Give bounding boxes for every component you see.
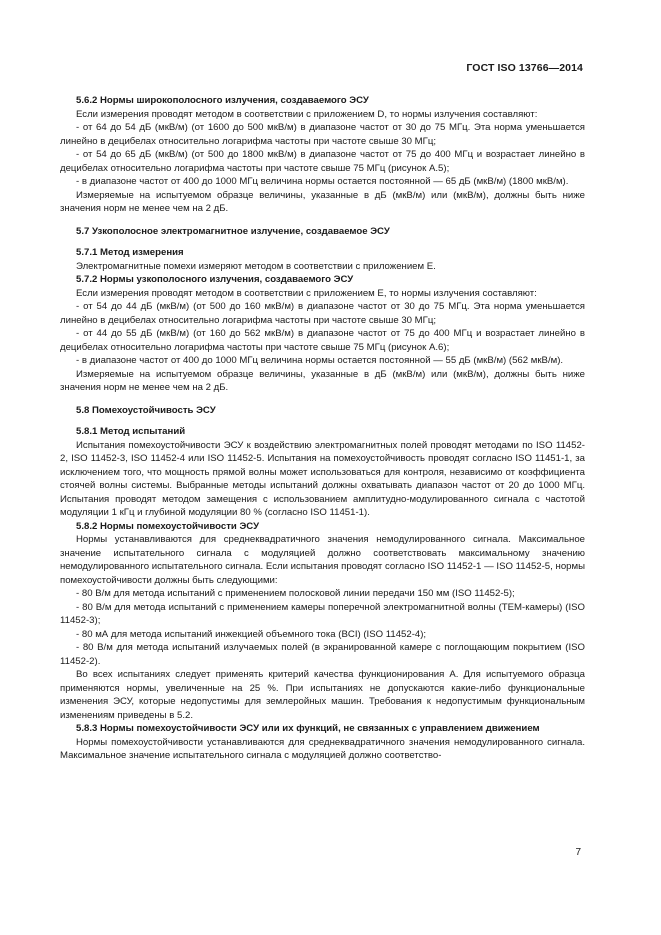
list-item: - от 54 до 65 дБ (мкВ/м) (от 500 до 1800 мкВ/м) в диапазоне частот от 75 до 400 МГц и возрастает линейно в децибелах относительно логарифма частоты при частоте свыше 75 МГц (рисунок А.5); [60,149,585,174]
paragraph: Нормы помехоустойчивости устанавливаются для среднеквадратичного значения немодулированного сигнала. Максимальное значение испытательного сигнала с модуляцией должно соответство- [60,736,585,761]
subsection-heading: 5.8.2 Нормы помехоустойчивости ЭСУ [76,520,260,532]
list-item: - 80 В/м для метода испытаний с применением камеры поперечной электромагнитной волны (ТЕМ-камеры) (ISO 11452-3); [60,601,585,626]
subsection-heading: 5.7.1 Метод измерения [76,247,184,258]
list-item: - в диапазоне частот от 400 до 1000 МГц величина нормы остается постоянной — 65 дБ (мкВ/м) (1800 мкВ/м). [76,176,569,187]
paragraph: Если измерения проводят методом в соответствии с приложением D, то нормы излучения составляют: [76,108,538,120]
document-id-header: ГОСТ ISO 13766—2014 [466,62,583,74]
paragraph: Нормы устанавливаются для среднеквадратичного значения немодулированного сигнала. Максимальное значение испытательного сигнала с модуляцией должно соответствовать максимальному значению немодулированного испытательного сигнала. Если испытания проводят согласно ISO 11452-1 — ISO 11452-5, нормы помехоустойчивости должны быть следующими: [60,534,585,586]
list-item: - 80 В/м для метода испытаний с применением полосковой линии передачи 150 мм (ISO 11452-5); [76,588,515,599]
subsection-heading: 5.6.2 Нормы широкополосного излучения, создаваемого ЭСУ [76,95,369,106]
paragraph: Если измерения проводят методом в соответствии с приложением Е, то нормы излучения составляют: [76,287,537,299]
paragraph: Электромагнитные помехи измеряют методом в соответствии с приложением Е. [76,260,436,272]
subsection-heading: 5.8.1 Метод испытаний [76,426,186,437]
paragraph: Измеряемые на испытуемом образце величины, указанные в дБ (мкВ/м) или (мкВ/м), должны быть ниже значения норм не менее чем на 2 дБ. [60,189,585,214]
section-heading: 5.7 Узкополосное электромагнитное излучение, создаваемое ЭСУ [76,225,390,237]
section-heading: 5.8 Помехоустойчивость ЭСУ [76,404,216,416]
subsection-heading: 5.8.3 Нормы помехоустойчивости ЭСУ или их функций, не связанных с управлением движением [76,723,540,734]
list-item: - от 54 до 44 дБ (мкВ/м) (от 500 до 160 мкВ/м) в диапазоне частот от 30 до 75 МГц. Эта норма уменьшается линейно в децибелах относительно логарифма частоты при частоте свыше 30 МГц; [60,301,585,326]
list-item: - от 64 до 54 дБ (мкВ/м) (от 1600 до 500 мкВ/м) в диапазоне частот от 30 до 75 МГц. Эта норма уменьшается линейно в децибелах относительно логарифма частоты при частоте свыше 30 МГц; [60,122,585,147]
page-content [60,94,585,763]
page-number: 7 [575,847,581,858]
list-item: - 80 В/м для метода испытаний излучаемых полей (в экранированной камере с поглощающим покрытием (ISO 11452-2). [60,642,585,667]
list-item: - от 44 до 55 дБ (мкВ/м) (от 160 до 562 мкВ/м) в диапазоне частот от 75 до 400 МГц и возрастает линейно в децибелах относительно логарифма частоты при частоте свыше 75 МГц (рисунок А.6); [60,328,585,353]
subsection-heading: 5.7.2 Нормы узкополосного излучения, создаваемого ЭСУ [76,274,354,285]
list-item: - в диапазоне частот от 400 до 1000 МГц величина нормы остается постоянной — 55 дБ (мкВ/м) (562 мкВ/м). [76,355,564,366]
list-item: - 80 мА для метода испытаний инжекцией объемного тока (BCI) (ISO 11452-4); [76,628,427,640]
paragraph: Измеряемые на испытуемом образце величины, указанные в дБ (мкВ/м) или (мкВ/м), должны быть ниже значения норм не менее чем на 2 дБ. [60,368,585,393]
paragraph: Испытания помехоустойчивости ЭСУ к воздействию электромагнитных полей проводят методами по ISO 11452-2, ISO 11452-3, ISO 11452-4 или ISO 11452-5. Испытания на помехоустойчивость проводят согласно ISO 11451-1, за исключением того, что мощность прямой волны может использоваться для контроля, независимо от коэффициента стоячей волны системы. Выбранные методы испытаний должны охватывать диапазон частот от 20 до 1000 МГц. Испытания проводят методом замещения с использованием амплитудно-модулированного сигнала с частотой модуляции 1 кГц и глубиной модуляции 80 % (согласно ISO 11451-1). [60,439,585,518]
paragraph: Во всех испытаниях следует применять критерий качества функционирования А. Для испытуемого образца применяются нормы, увеличенные на 25 %. При испытаниях не допускаются какие-либо функциональные изменения ЭСУ, которые недопустимы для землеройных машин. Требования к недопустимым функциональным изменениям приведены в 5.2. [60,669,585,721]
